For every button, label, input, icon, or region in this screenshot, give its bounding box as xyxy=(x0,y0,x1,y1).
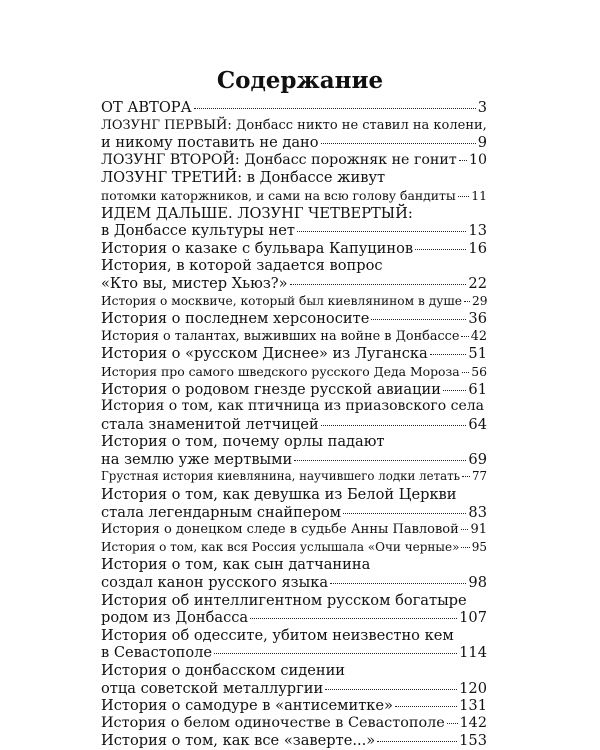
toc-entry-line xyxy=(101,345,487,363)
dot-leader xyxy=(250,618,457,619)
toc-entry xyxy=(101,152,487,170)
dot-leader xyxy=(371,319,466,320)
toc-entry xyxy=(101,240,487,258)
toc-entry xyxy=(101,169,487,204)
toc-entry-line xyxy=(101,310,487,328)
toc-page-number: 10 xyxy=(468,151,487,168)
toc-entry-title: История о том, как все «заверте...» xyxy=(101,732,376,750)
dot-leader xyxy=(462,372,470,373)
toc-entry-line xyxy=(101,134,487,152)
toc-page-number: 16 xyxy=(468,239,487,257)
toc-entry-title: ЛОЗУНГ ТРЕТИЙ: в Донбассе живут xyxy=(101,169,386,187)
toc-entry xyxy=(101,398,487,433)
toc-entry-title: История о родовом гнезде русской авиации xyxy=(101,380,441,398)
toc-entry xyxy=(101,468,487,486)
toc-entry-title: История о донецком следе в судьбе Анны Павловой xyxy=(101,522,459,538)
toc-entry xyxy=(101,310,487,328)
toc-entry xyxy=(101,592,487,627)
toc-page-number: 114 xyxy=(459,644,487,662)
dot-leader xyxy=(461,529,469,530)
toc-entry-line xyxy=(101,257,487,275)
toc-entry-line xyxy=(101,468,487,486)
dot-leader xyxy=(321,425,467,426)
toc-entry-title: ЛОЗУНГ ВТОРОЙ: Донбасс порожняк не гонит xyxy=(101,151,457,168)
toc-entry-line xyxy=(101,205,487,223)
toc-page-number: 91 xyxy=(470,522,487,538)
toc-entry-line xyxy=(101,117,487,135)
toc-entry-line xyxy=(101,398,487,416)
toc-entry-title: ОТ АВТОРА xyxy=(101,99,192,116)
toc-page-number: 29 xyxy=(471,293,488,308)
toc-entry xyxy=(101,662,487,697)
toc-entry-title: ЛОЗУНГ ПЕРВЫЙ: Донбасс никто не ставил на колени, xyxy=(101,117,487,133)
toc-page-number: 98 xyxy=(468,574,487,592)
dot-leader xyxy=(377,741,457,742)
toc-page-number: 36 xyxy=(468,310,487,328)
toc-entry-title: Грустная история киевлянина, научившего лодки летать xyxy=(101,469,461,484)
toc-page-number: 56 xyxy=(471,363,487,379)
dot-leader xyxy=(461,547,469,548)
toc-entry-title: родом из Донбасса xyxy=(101,609,249,627)
dot-leader xyxy=(290,284,467,285)
toc-entry-title: История о казаке с бульвара Капуцинов xyxy=(101,239,414,257)
toc-entry xyxy=(101,99,487,117)
toc-entry-title: История о том, как птичница из приазовского села xyxy=(101,398,484,415)
toc-entry xyxy=(101,715,487,733)
toc-entry xyxy=(101,381,487,399)
dot-leader xyxy=(464,301,470,302)
toc-entry-line xyxy=(101,644,487,662)
toc-entry-title: История о том, почему орлы падают xyxy=(101,433,385,451)
toc-entry xyxy=(101,345,487,363)
toc-page-number: 22 xyxy=(468,274,487,292)
dot-leader xyxy=(458,196,469,197)
toc-entry-line xyxy=(101,293,487,311)
toc-entry-title: стала легендарным снайпером xyxy=(101,503,342,521)
toc-entry xyxy=(101,328,487,346)
toc-entry-line xyxy=(101,152,487,170)
toc-entry xyxy=(101,363,487,381)
toc-entry-title: в Севастополе xyxy=(101,644,213,662)
toc-entry-title: История о том, как вся Россия услышала «Очи черные» xyxy=(101,539,460,554)
toc-entry-line xyxy=(101,433,487,451)
toc-entry-line xyxy=(101,592,487,610)
page-title: Содержание xyxy=(216,67,384,94)
toc-page-number: 69 xyxy=(468,450,487,468)
toc-entry-line xyxy=(101,556,487,574)
toc-entry-line xyxy=(101,715,487,733)
dot-leader xyxy=(325,689,457,690)
toc-entry xyxy=(101,539,487,557)
toc-entry-title: История про самого шведского русского Деда Мороза xyxy=(101,363,460,379)
toc-entry-line xyxy=(101,486,487,504)
dot-leader xyxy=(459,160,467,161)
toc-entry-title: История об одессите, убитом неизвестно кем xyxy=(101,626,454,644)
dot-leader xyxy=(321,143,476,144)
toc-entry-title: создал канон русского языка xyxy=(101,574,329,592)
toc-entry xyxy=(101,697,487,715)
toc-entry-line xyxy=(101,275,487,293)
toc-entry-title: и никому поставить не дано xyxy=(101,134,319,152)
toc-entry-line xyxy=(101,222,487,240)
dot-leader xyxy=(330,583,466,584)
toc-entry xyxy=(101,521,487,539)
toc-entry-title: История о белом одиночестве в Севастополе xyxy=(101,714,445,731)
dot-leader xyxy=(294,460,466,461)
toc-entry-title: История о самодуре в «антисемитке» xyxy=(101,697,393,715)
toc-entry-line xyxy=(101,504,487,522)
dot-leader xyxy=(297,231,466,232)
toc-entry-title: История, в которой задается вопрос xyxy=(101,257,383,275)
toc-entry-title: стала знаменитой летчицей xyxy=(101,415,319,433)
toc-page-number: 11 xyxy=(471,187,487,203)
toc-entry-line xyxy=(101,627,487,645)
toc-entry-line xyxy=(101,187,487,205)
toc-page-number: 64 xyxy=(468,415,487,433)
dot-leader xyxy=(461,336,468,337)
dot-leader xyxy=(395,706,457,707)
toc-page-number: 42 xyxy=(470,328,487,344)
toc-page-number: 13 xyxy=(468,222,487,240)
toc-page-number: 9 xyxy=(477,134,487,152)
dot-leader xyxy=(194,108,476,109)
toc-entry-line xyxy=(101,416,487,434)
toc-entry-title: на землю уже мертвыми xyxy=(101,450,293,468)
toc-entry-line xyxy=(101,574,487,592)
toc-entry-line xyxy=(101,521,487,539)
toc-page-number: 107 xyxy=(459,609,487,627)
toc-entry-line xyxy=(101,662,487,680)
toc-page-number: 153 xyxy=(459,732,487,750)
toc-entry-title: История об интеллигентном русском богатыре xyxy=(101,591,467,609)
toc-entry-title: ИДЕМ ДАЛЬШЕ. ЛОЗУНГ ЧЕТВЕРТЫЙ: xyxy=(101,204,413,222)
table-of-contents xyxy=(101,99,487,750)
toc-entry-line xyxy=(101,539,487,557)
toc-entry xyxy=(101,556,487,591)
toc-entry-title: История о донбасском сидении xyxy=(101,662,346,679)
toc-page-number: 51 xyxy=(468,345,487,363)
toc-entry-title: История о талантах, выживших на войне в Донбассе xyxy=(101,328,460,344)
toc-entry-title: в Донбассе культуры нет xyxy=(101,222,295,240)
dot-leader xyxy=(447,723,458,724)
toc-entry-line xyxy=(101,381,487,399)
toc-entry xyxy=(101,486,487,521)
toc-entry-line xyxy=(101,99,487,117)
toc-entry-line xyxy=(101,697,487,715)
toc-entry-line xyxy=(101,609,487,627)
toc-page-number: 142 xyxy=(459,714,487,731)
toc-entry-title: отца советской металлургии xyxy=(101,679,324,697)
toc-page-number: 95 xyxy=(471,539,487,554)
toc-entry xyxy=(101,293,487,311)
toc-page-number: 3 xyxy=(477,99,487,116)
dot-leader xyxy=(430,354,467,355)
toc-page-number: 61 xyxy=(468,380,487,398)
dot-leader xyxy=(443,390,466,391)
toc-entry-line xyxy=(101,328,487,346)
toc-entry xyxy=(101,205,487,240)
toc-page-number: 83 xyxy=(468,503,487,521)
toc-entry-line xyxy=(101,680,487,698)
toc-entry-title: потомки каторжников, и сами на всю голову бандиты xyxy=(101,187,456,203)
toc-entry xyxy=(101,117,487,152)
toc-entry-line xyxy=(101,240,487,258)
toc-entry-title: «Кто вы, мистер Хьюз?» xyxy=(101,274,288,292)
toc-entry-line xyxy=(101,732,487,750)
toc-entry-title: История о «русском Диснее» из Луганска xyxy=(101,345,428,363)
toc-page-number: 77 xyxy=(471,469,487,484)
toc-page-number: 120 xyxy=(459,679,487,697)
dot-leader xyxy=(415,249,466,250)
toc-entry xyxy=(101,732,487,750)
toc-page-number: 131 xyxy=(459,697,487,715)
dot-leader xyxy=(343,513,466,514)
toc-entry-line xyxy=(101,363,487,381)
toc-entry-title: История о том, как девушка из Белой Церкви xyxy=(101,486,457,504)
toc-entry-line xyxy=(101,169,487,187)
dot-leader xyxy=(214,653,457,654)
toc-entry xyxy=(101,257,487,292)
toc-entry-line xyxy=(101,451,487,469)
toc-entry-title: История о последнем херсоносите xyxy=(101,310,370,328)
dot-leader xyxy=(462,476,470,477)
toc-entry-title: История о том, как сын датчанина xyxy=(101,556,371,574)
toc-entry xyxy=(101,433,487,468)
toc-entry-title: История о москвиче, который был киевлянином в душе xyxy=(101,293,462,308)
toc-entry xyxy=(101,627,487,662)
